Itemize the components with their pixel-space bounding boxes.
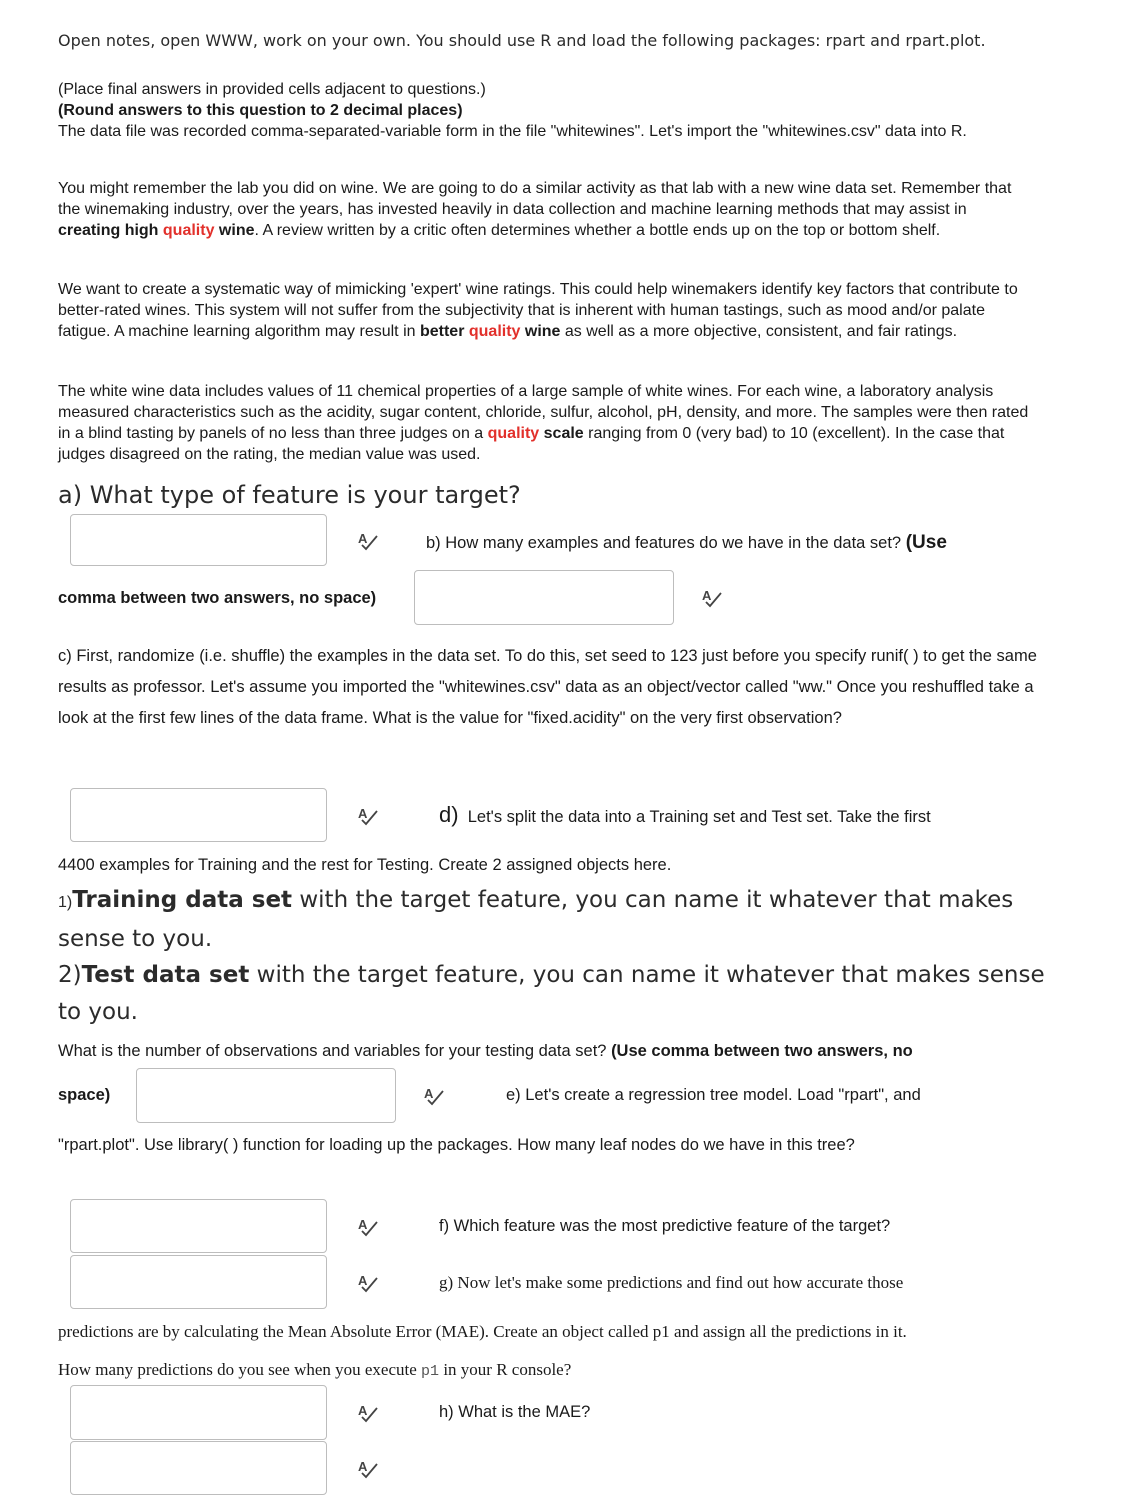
question-d-line2: 4400 examples for Training and the rest for Testing. Create 2 assigned objects here. [58,856,672,874]
question-b-text: b) How many examples and features do we have in the data set? [426,534,902,552]
question-g-text-end: in your R console? [439,1360,572,1379]
training-item-number: 1) [58,894,73,911]
test-item-bold: Test data set [81,962,250,988]
training-set-item [58,882,1048,958]
answer-f-input[interactable] [70,1255,327,1309]
svg-text:A: A [358,531,368,546]
spellcheck-icon[interactable] [701,587,723,609]
spellcheck-icon[interactable] [357,805,379,827]
test-item-text: with the target feature, you can name it whatever that makes sense [249,962,1045,988]
training-item-text-2: sense to you. [58,926,213,952]
question-d-format-end: space) [58,1086,111,1104]
para1-bold: creating high [58,222,159,239]
test-set-item [58,957,1048,1031]
question-h: h) What is the MAE? [439,1403,591,1421]
para2-bold: better [419,323,465,340]
para1-text: You might remember the lab you did on wine. We are going to do a similar activity as that lab with a new wine data set. Remember that the winemaking industry, over the years, has invested heavily in data collection and machine learning methods that may assist in [58,180,1012,218]
para1-text-end: . A review written by a critic often determines whether a bottle ends up on the top or bottom shelf. [254,222,941,239]
spellcheck-icon[interactable] [357,1216,379,1238]
answer-a-input[interactable] [70,514,327,566]
answer-h-input[interactable] [70,1441,327,1495]
question-e-line1: e) Let's create a regression tree model. Load "rpart", and [506,1086,921,1104]
question-g-line1: g) Now let's make some predictions and find out how accurate those [439,1273,904,1292]
svg-text:A: A [358,1273,368,1288]
svg-text:A: A [358,1403,368,1418]
question-e-line2: "rpart.plot". Use library( ) function for loading up the packages. How many leaf nodes do we have in this tree? [58,1136,855,1154]
answer-e-input[interactable] [70,1199,327,1253]
question-d-text: What is the number of observations and variables for your testing data set? [58,1042,612,1060]
training-item-text: with the target feature, you can name it whatever that makes [292,887,1014,913]
svg-text:A: A [424,1086,434,1101]
answer-c-input[interactable] [70,788,327,842]
svg-text:A: A [702,588,712,603]
data-file-text: The data file was recorded comma-separated-variable form in the file "whitewines". Let's import the "whitewines.csv" data into R. [58,123,967,140]
question-g-line3 [58,1360,571,1380]
test-item-text-2: to you. [58,999,138,1025]
spellcheck-icon[interactable] [357,1402,379,1424]
para3-bold: scale [543,425,584,442]
question-d-ask [58,1042,913,1061]
para2-highlight: quality [468,323,521,340]
paragraph-goal [58,279,1033,342]
para1-highlight: quality [162,222,215,239]
question-g-text: How many predictions do you see when you execute [58,1360,422,1379]
para2-bold-wine: wine [524,323,561,340]
round-answers-text: (Round answers to this question to 2 decimal places) [58,102,463,119]
question-d-line1: Let's split the data into a Training set and Test set. Take the first [467,808,931,826]
intro-text: Open notes, open WWW, work on your own. You should use R and load the following packages: rpart and rpart.plot. [58,31,986,50]
question-g-line2: predictions are by calculating the Mean Absolute Error (MAE). Create an object called p1 and assign all the predictions in it. [58,1322,907,1341]
spellcheck-icon[interactable] [357,530,379,552]
question-a: a) What type of feature is your target? [58,481,521,509]
answer-g-input[interactable] [70,1385,327,1440]
question-c: c) First, randomize (i.e. shuffle) the examples in the data set. To do this, set seed to 123 just before you specify runif( ) to get the same results as professor. Let's assume you imported the "whitewines.csv" data as an object/vector called "ww." Once you reshuffled take a look at the first few lines of the data frame. What is the value for "fixed.acidity" on the very first observation? [58,647,1037,727]
paragraph-data [58,381,1038,465]
svg-text:A: A [358,1217,368,1232]
place-answers-text: (Place final answers in provided cells adjacent to questions.) [58,81,486,98]
test-item-number: 2) [58,962,82,988]
para3-highlight: quality [487,425,540,442]
svg-text:A: A [358,806,368,821]
question-d [439,802,931,828]
para2-text-end: as well as a more objective, consistent, and fair ratings. [560,323,958,340]
question-b [426,532,947,554]
question-f: f) Which feature was the most predictive feature of the target? [439,1217,891,1235]
question-b-use: (Use [905,532,947,553]
para2-text: We want to create a systematic way of mimicking 'expert' wine ratings. This could help winemakers identify key factors that contribute to better-rated wines. This system will not suffer from the subjectivity that is inherent with human tastings, such as mood and/or palate fatigue. A machine learning algorithm may result in [58,281,1018,340]
question-d-label: d) [439,802,459,827]
code-p1: p1 [421,1363,440,1380]
training-item-bold: Training data set [72,887,293,913]
spellcheck-icon[interactable] [357,1272,379,1294]
question-b-format: comma between two answers, no space) [58,589,377,607]
spellcheck-icon[interactable] [357,1458,379,1480]
paragraph-lab [58,178,1033,241]
answer-b-input[interactable] [414,570,674,625]
para1-bold-wine: wine [218,222,255,239]
svg-text:A: A [358,1459,368,1474]
para3-text: The white wine data includes values of 11 chemical properties of a large sample of white wines. For each wine, a laboratory analysis measured characteristics such as the acidity, sugar content, chloride, sulfur, alcohol, pH, density, and more. The samples were then rated in a blind tasting by panels of no less than three judges on a [58,383,1029,442]
question-d-format: (Use comma between two answers, no [611,1042,913,1060]
spellcheck-icon[interactable] [423,1085,445,1107]
para3-text-end: ranging from 0 (very bad) to 10 (excellent). In the case that judges disagreed on the rating, the median value was used. [58,425,1005,463]
instructions [58,79,1033,142]
answer-d-input[interactable] [136,1068,396,1123]
